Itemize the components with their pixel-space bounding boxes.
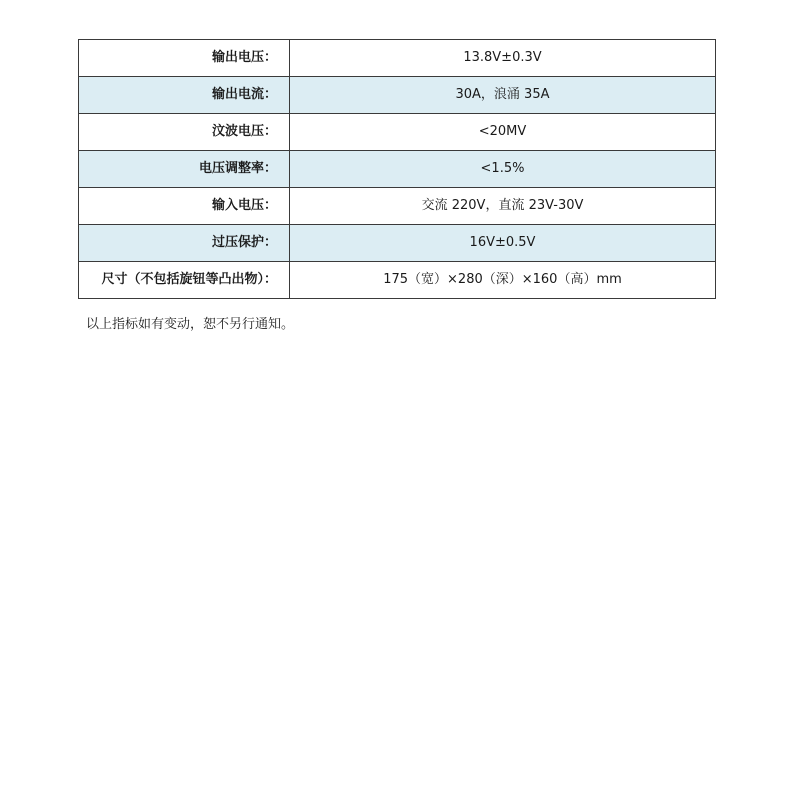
row-label: 尺寸（不包括旋钮等凸出物）：: [79, 262, 290, 299]
row-label: 输入电压：: [79, 188, 290, 225]
row-value: <20MV: [290, 114, 716, 151]
footnote: 以上指标如有变动，恕不另行通知。: [86, 317, 295, 332]
row-label: 输出电流：: [79, 77, 290, 114]
table-row: [79, 40, 716, 77]
table-row: [79, 225, 716, 262]
table-row: [79, 114, 716, 151]
row-value: 16V±0.5V: [290, 225, 716, 262]
row-label: 输出电压：: [79, 40, 290, 77]
row-value: 30A，浪涌 35A: [290, 77, 716, 114]
row-label: 汶波电压：: [79, 114, 290, 151]
row-value: 13.8V±0.3V: [290, 40, 716, 77]
table-row: [79, 151, 716, 188]
row-value: 175（宽）×280（深）×160（高）mm: [290, 262, 716, 299]
row-label: 电压调整率：: [79, 151, 290, 188]
table-row: [79, 77, 716, 114]
spec-table: [78, 39, 716, 299]
table-row: [79, 188, 716, 225]
row-value: 交流 220V，直流 23V-30V: [290, 188, 716, 225]
row-value: <1.5%: [290, 151, 716, 188]
table-row: [79, 262, 716, 299]
row-label: 过压保护：: [79, 225, 290, 262]
